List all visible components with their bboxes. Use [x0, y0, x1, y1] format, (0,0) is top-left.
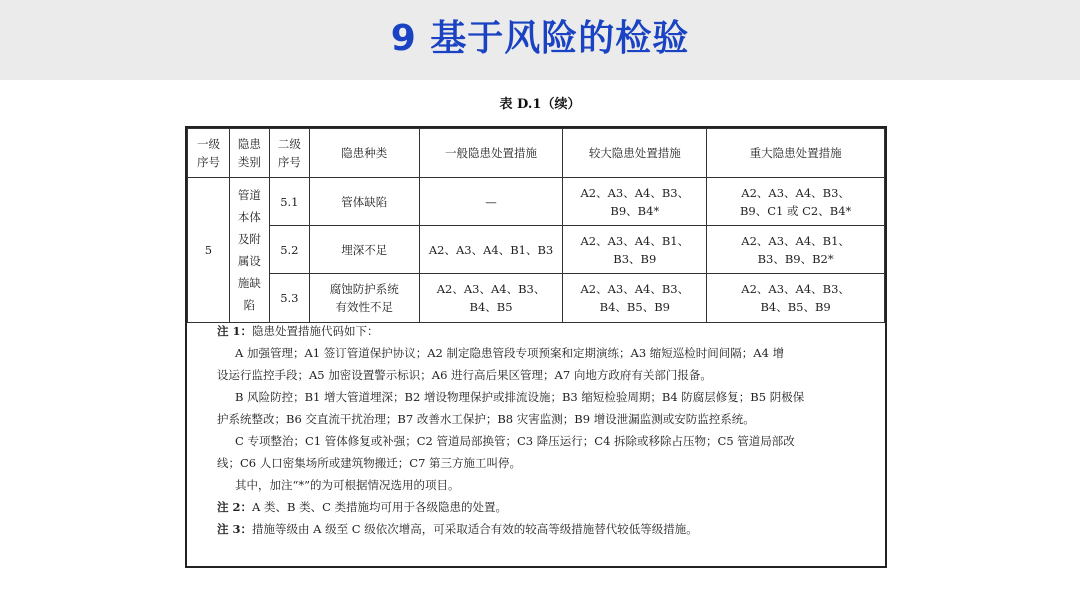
note-3-label: 注 3：	[217, 522, 253, 536]
header-kind: 隐患种类	[309, 129, 419, 178]
note-3-text: 措施等级由 A 级至 C 级依次增高，可采取适合有效的较高等级措施替代较低等级措施。	[252, 522, 698, 536]
note-a-line2: 设运行监控手段；A5 加密设置警示标识；A6 进行高后果区管理；A7 向地方政府有关部门报备。	[217, 368, 712, 382]
header-level1: 一级 序号	[188, 129, 230, 178]
note-1-label: 注 1：	[217, 324, 253, 338]
row-critical: A2、A3、A4、B3、 B9、C1 或 C2、B4*	[707, 178, 885, 226]
row-general: A2、A3、A4、B3、 B4、B5	[419, 274, 563, 323]
row-critical: A2、A3、A4、B1、 B3、B9、B2*	[707, 226, 885, 274]
row-critical: A2、A3、A4、B3、 B4、B5、B9	[707, 274, 885, 323]
slide-title: 9 基于风险的检验	[390, 18, 690, 59]
note-1-text: 隐患处置措施代码如下：	[252, 324, 379, 338]
row-kind: 管体缺陷	[309, 178, 419, 226]
row-major: A2、A3、A4、B3、 B4、B5、B9	[563, 274, 707, 323]
row-general: A2、A3、A4、B1、B3	[419, 226, 563, 274]
note-c-line2: 线；C6 人口密集场所或建筑物搬迁；C7 第三方施工叫停。	[217, 456, 522, 470]
header-level2: 二级 序号	[269, 129, 309, 178]
table-row	[188, 274, 885, 323]
note-a-line1: A 加强管理；A1 签订管道保护协议；A2 制定隐患管段专项预案和定期演练；A3 缩短巡检时间间隔；A4 增	[235, 346, 785, 360]
note-3	[187, 518, 885, 540]
header-category: 隐患 类别	[229, 129, 269, 178]
header-critical: 重大隐患处置措施	[707, 129, 885, 178]
note-2	[187, 496, 885, 518]
row-major: A2、A3、A4、B1、 B3、B9	[563, 226, 707, 274]
note-b-line2: 护系统整改；B6 交直流干扰治理；B7 改善水工保护；B8 灾害监测；B9 增设泄漏监测或安防监控系统。	[217, 412, 755, 426]
header-general: 一般隐患处置措施	[419, 129, 563, 178]
note-2-label: 注 2：	[217, 500, 253, 514]
table-caption: 表 D.1（续）	[499, 97, 581, 112]
note-c-line1: C 专项整治；C1 管体修复或补强；C2 管道局部换管；C3 降压运行；C4 拆除或移除占压物；C5 管道局部改	[235, 434, 795, 448]
note-star-line: 其中，加注“*”的为可根据情况选用的项目。	[235, 478, 460, 492]
group-number: 5	[188, 178, 230, 323]
row-kind: 腐蚀防护系统 有效性不足	[309, 274, 419, 323]
row-kind: 埋深不足	[309, 226, 419, 274]
header-major: 较大隐患处置措施	[563, 129, 707, 178]
note-1	[187, 320, 885, 342]
row-number: 5.1	[269, 178, 309, 226]
table-row	[188, 226, 885, 274]
table-row	[188, 178, 885, 226]
row-major: A2、A3、A4、B3、 B9、B4*	[563, 178, 707, 226]
document-page	[165, 88, 915, 592]
row-number: 5.2	[269, 226, 309, 274]
group-category: 管道 本体 及附 属设 施缺 陷	[229, 178, 269, 323]
note-b-line1: B 风险防控；B1 增大管道埋深；B2 增设物理保护或排流设施；B3 缩短检验周期；B4 防腐层修复；B5 阴极保	[235, 390, 805, 404]
row-general: —	[419, 178, 563, 226]
table-header-row	[188, 129, 885, 178]
row-number: 5.3	[269, 274, 309, 323]
note-2-text: A 类、B 类、C 类措施均可用于各级隐患的处置。	[252, 500, 508, 514]
table-notes	[187, 320, 885, 540]
hazard-table	[187, 128, 885, 323]
